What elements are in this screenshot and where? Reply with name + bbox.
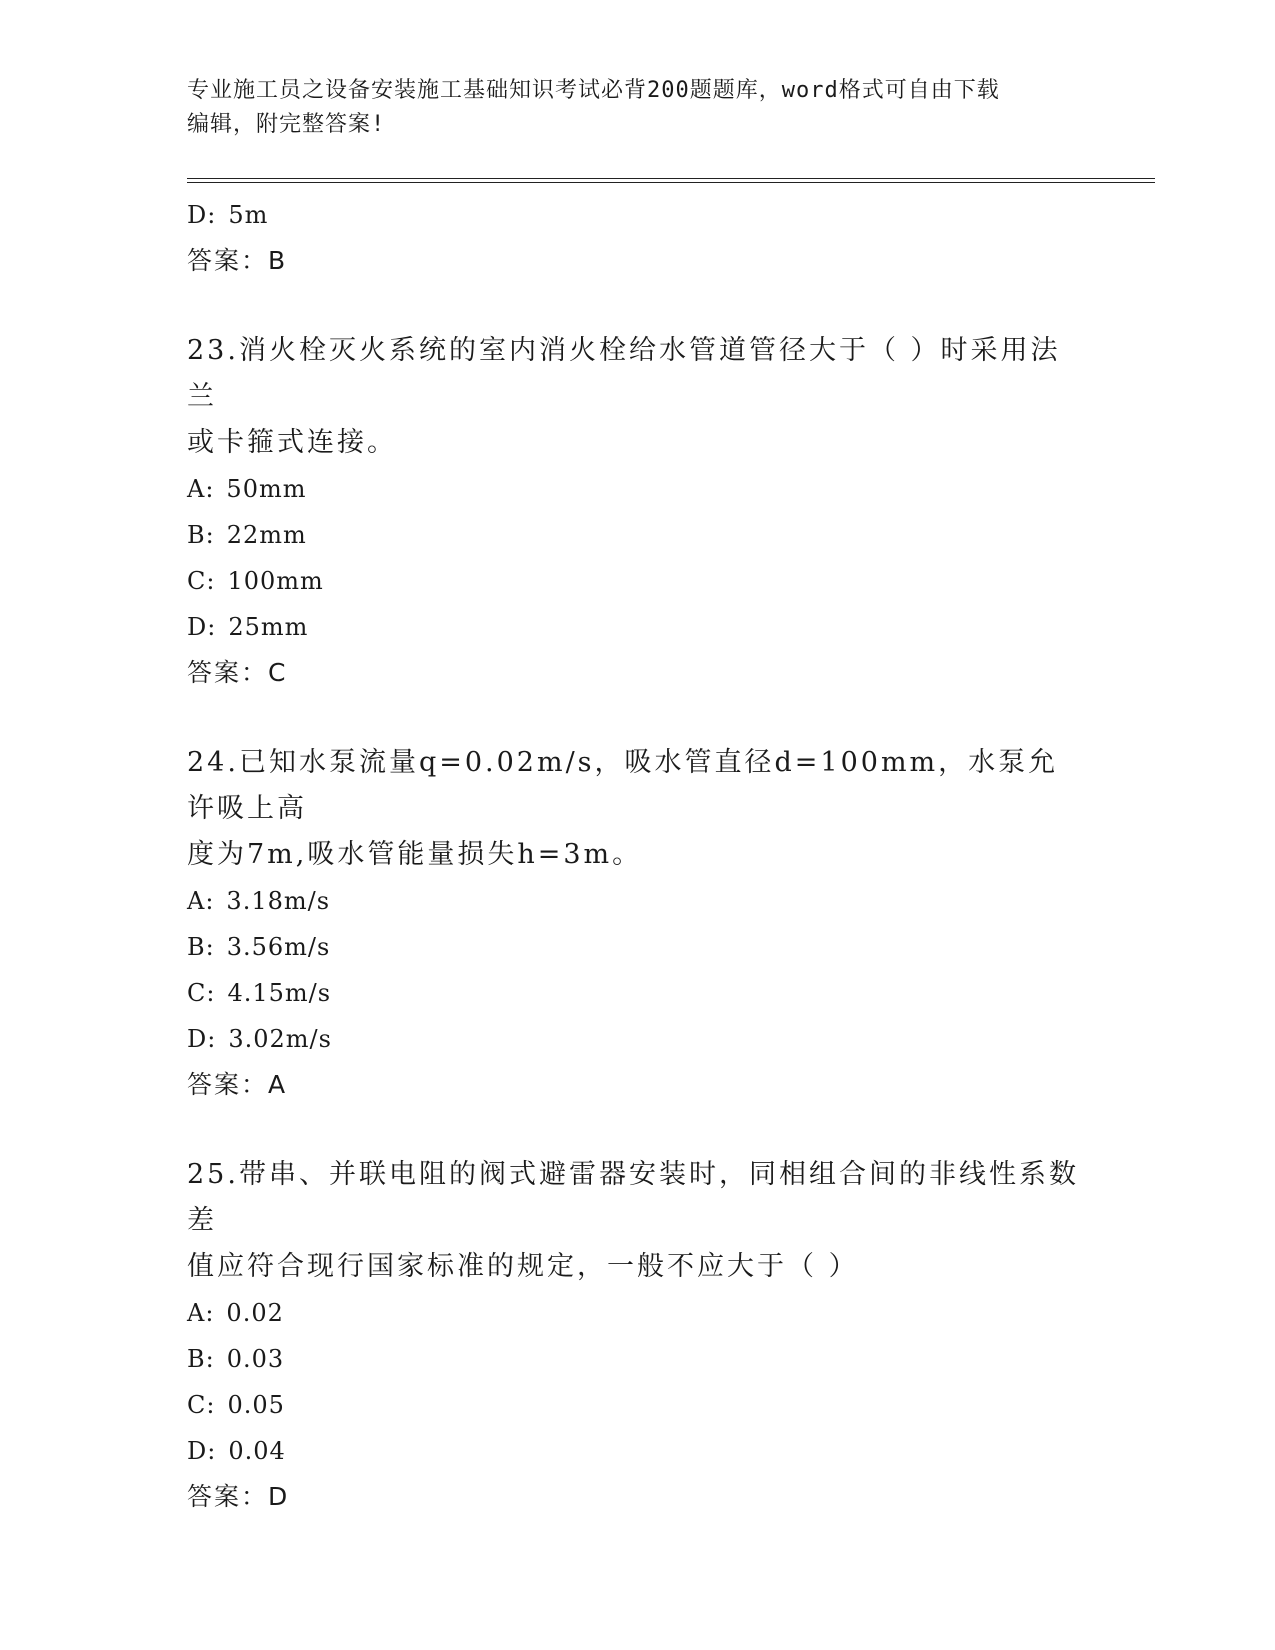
option-value: 50mm xyxy=(226,475,307,503)
q24-option-a xyxy=(187,878,1087,924)
option-value: 100mm xyxy=(227,567,324,595)
q23-option-b xyxy=(187,512,1087,558)
q23-option-d xyxy=(187,604,1087,650)
question-25 xyxy=(187,1152,1087,1290)
option-letter: C: xyxy=(187,1391,216,1419)
q25-option-d xyxy=(187,1428,1087,1474)
header-line-2: 编辑，附完整答案! xyxy=(187,112,386,137)
q25-option-b xyxy=(187,1336,1087,1382)
q24-option-b xyxy=(187,924,1087,970)
question-24 xyxy=(187,740,1087,878)
option-value: 0.05 xyxy=(227,1391,285,1419)
option-value: 22mm xyxy=(226,521,307,549)
document-body xyxy=(187,192,1087,1520)
option-letter: A: xyxy=(187,887,215,915)
question-25-line-2: 值应符合现行国家标准的规定，一般不应大于（ ） xyxy=(187,1251,859,1282)
q25-option-a xyxy=(187,1290,1087,1336)
option-letter: D: xyxy=(187,1025,217,1053)
option-letter: D: xyxy=(187,613,217,641)
option-value: 5m xyxy=(228,201,269,229)
header-line-1: 专业施工员之设备安装施工基础知识考试必背200题题库，word格式可自由下载 xyxy=(187,78,1000,103)
q23-option-a xyxy=(187,466,1087,512)
option-value: 3.18m/s xyxy=(226,887,331,915)
q24-option-c xyxy=(187,970,1087,1016)
question-23-line-2: 或卡箍式连接。 xyxy=(187,427,397,458)
option-value: 3.56m/s xyxy=(226,933,331,961)
question-25-line-1: 25.带串、并联电阻的阀式避雷器安装时，同相组合间的非线性系数差 xyxy=(187,1159,1079,1236)
q24-option-d xyxy=(187,1016,1087,1062)
question-24-line-1: 24.已知水泵流量q=0.02m/s，吸水管直径d=100mm，水泵允许吸上高 xyxy=(187,747,1059,824)
q23-answer: 答案：C xyxy=(187,658,288,687)
option-letter: D: xyxy=(187,1437,217,1465)
option-value: 4.15m/s xyxy=(227,979,332,1007)
header-divider-bottom xyxy=(187,182,1155,183)
header-divider-top xyxy=(187,178,1155,179)
option-letter: B: xyxy=(187,521,215,549)
option-value: 0.03 xyxy=(226,1345,285,1373)
option-letter: A: xyxy=(187,1299,215,1327)
prev-answer: 答案：B xyxy=(187,246,288,275)
question-23 xyxy=(187,328,1087,466)
option-value: 3.02m/s xyxy=(228,1025,332,1053)
q23-option-c xyxy=(187,558,1087,604)
option-value: 0.02 xyxy=(226,1299,284,1327)
option-letter: B: xyxy=(187,1345,215,1373)
option-value: 25mm xyxy=(228,613,309,641)
prev-option-d xyxy=(187,192,1087,238)
q25-answer: 答案：D xyxy=(187,1482,290,1511)
document-header xyxy=(187,74,1067,142)
question-23-line-1: 23.消火栓灭火系统的室内消火栓给水管道管径大于（ ）时采用法兰 xyxy=(187,335,1061,412)
option-value: 0.04 xyxy=(228,1437,286,1465)
option-letter: A: xyxy=(187,475,215,503)
option-letter: C: xyxy=(187,567,216,595)
option-letter: C: xyxy=(187,979,216,1007)
q24-answer: 答案：A xyxy=(187,1070,288,1099)
q25-option-c xyxy=(187,1382,1087,1428)
question-24-line-2: 度为7m,吸水管能量损失h=3m。 xyxy=(187,839,643,870)
option-letter: D: xyxy=(187,201,217,229)
option-letter: B: xyxy=(187,933,215,961)
